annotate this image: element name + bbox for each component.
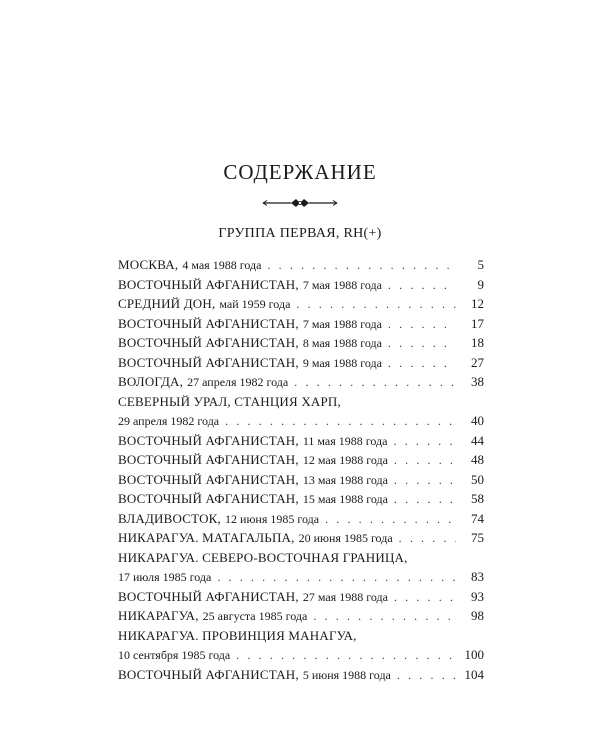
toc-entry[interactable] bbox=[118, 372, 484, 392]
toc-entry-line bbox=[118, 353, 484, 373]
toc-entry[interactable] bbox=[118, 548, 484, 587]
toc-entry-place: МОСКВА, bbox=[118, 257, 179, 272]
toc-entry-line bbox=[118, 489, 484, 509]
toc-entry-line bbox=[118, 470, 484, 490]
toc-entry[interactable] bbox=[118, 665, 484, 685]
toc-entry-date: 7 мая 1988 года bbox=[302, 277, 382, 292]
toc-entry-date: 20 июня 1985 года bbox=[298, 531, 393, 545]
dot-leader bbox=[296, 295, 456, 315]
toc-entry[interactable] bbox=[118, 509, 484, 529]
group-heading: ГРУППА ПЕРВАЯ, RH(+) bbox=[218, 226, 382, 241]
toc-entry-line bbox=[118, 255, 484, 275]
toc-entry-place: НИКАРАГУА, bbox=[118, 608, 199, 623]
toc-entry-date: 27 мая 1988 года bbox=[302, 589, 388, 604]
toc-entry-page-number: 100 bbox=[464, 647, 484, 662]
toc-entry-line bbox=[118, 411, 484, 431]
toc-entry-place: ВОСТОЧНЫЙ АФГАНИСТАН, bbox=[118, 588, 299, 604]
toc-entry-date: 11 мая 1988 года bbox=[302, 433, 388, 448]
toc-entry-line bbox=[118, 275, 484, 295]
toc-entry-place: НИКАРАГУА. ПРОВИНЦИЯ МАНАГУА, bbox=[118, 627, 357, 643]
toc-entry-page-number: 75 bbox=[471, 530, 484, 545]
dot-leader bbox=[236, 646, 456, 666]
dot-leader bbox=[294, 373, 456, 393]
dot-leader bbox=[397, 666, 456, 686]
toc-entry-place: ВОСТОЧНЫЙ АФГАНИСТАН, bbox=[118, 471, 299, 487]
dot-leader bbox=[267, 256, 456, 276]
dot-leader bbox=[394, 471, 456, 491]
toc-entry-line bbox=[118, 431, 484, 451]
dot-leader bbox=[325, 510, 456, 530]
toc-entry-line bbox=[118, 314, 484, 334]
toc-entry[interactable] bbox=[118, 294, 484, 314]
toc-entry-page-number: 17 bbox=[471, 315, 484, 331]
toc-entry-line bbox=[118, 509, 484, 529]
toc-entry-page-number: 9 bbox=[477, 276, 484, 292]
toc-entry[interactable] bbox=[118, 333, 484, 353]
toc-entry-line bbox=[118, 372, 484, 392]
toc-entry-page-number: 74 bbox=[471, 510, 484, 526]
toc-entry-line bbox=[118, 528, 484, 548]
dot-leader bbox=[394, 588, 456, 608]
toc-entry-line bbox=[118, 626, 484, 646]
toc-entry-line bbox=[118, 333, 484, 353]
toc-entry-page-number: 27 bbox=[471, 354, 484, 370]
toc-entry[interactable] bbox=[118, 606, 484, 626]
toc-entry-date: 15 мая 1988 года bbox=[302, 492, 388, 506]
toc-entry-date: 10 сентября 1985 года bbox=[118, 648, 231, 662]
toc-entry-line bbox=[118, 392, 484, 412]
toc-entry-line bbox=[118, 606, 484, 626]
toc-entry-page-number: 83 bbox=[471, 569, 484, 584]
toc-entry-date: 7 мая 1988 года bbox=[302, 316, 382, 331]
dot-leader bbox=[394, 451, 456, 471]
toc-entry-page-number: 5 bbox=[477, 257, 484, 272]
toc-entry-place: ВОСТОЧНЫЙ АФГАНИСТАН, bbox=[118, 666, 299, 682]
toc-entry-date: 25 августа 1985 года bbox=[202, 609, 308, 623]
dot-leader bbox=[225, 412, 456, 432]
toc-entry[interactable] bbox=[118, 470, 484, 490]
toc-entry-place: НИКАРАГУА. МАТАГАЛЬПА, bbox=[118, 530, 295, 545]
toc-entry-page-number: 12 bbox=[471, 296, 484, 311]
ornament-divider-icon bbox=[261, 196, 339, 210]
toc-entry-place: ВОСТОЧНЫЙ АФГАНИСТАН, bbox=[118, 491, 299, 506]
toc-entry[interactable] bbox=[118, 626, 484, 665]
toc-entry-date: 5 июня 1988 года bbox=[302, 667, 391, 682]
toc-entry-place: ВОСТОЧНЫЙ АФГАНИСТАН, bbox=[118, 432, 299, 448]
toc-entry-line bbox=[118, 587, 484, 607]
toc-entry-date: 29 апреля 1982 года bbox=[118, 414, 220, 428]
toc-entry[interactable] bbox=[118, 314, 484, 334]
toc-entry[interactable] bbox=[118, 489, 484, 509]
toc-entry-line bbox=[118, 665, 484, 685]
toc-entry[interactable] bbox=[118, 587, 484, 607]
toc-entry-date: май 1959 года bbox=[219, 297, 291, 311]
toc-entry-date: 12 июня 1985 года bbox=[225, 511, 320, 526]
toc-entry[interactable] bbox=[118, 353, 484, 373]
toc-entry-date: 9 мая 1988 года bbox=[302, 355, 382, 370]
toc-entry-place: ВОСТОЧНЫЙ АФГАНИСТАН, bbox=[118, 315, 299, 331]
toc-entry[interactable] bbox=[118, 255, 484, 275]
toc-entry-place: ВОСТОЧНЫЙ АФГАНИСТАН, bbox=[118, 452, 299, 467]
toc-entry-page-number: 104 bbox=[464, 666, 484, 682]
toc-entry[interactable] bbox=[118, 450, 484, 470]
toc-entry-place: ВОСТОЧНЫЙ АФГАНИСТАН, bbox=[118, 335, 299, 350]
toc-entry-place: СРЕДНИЙ ДОН, bbox=[118, 296, 216, 311]
toc-entry-place: ВОСТОЧНЫЙ АФГАНИСТАН, bbox=[118, 276, 299, 292]
toc-entry[interactable] bbox=[118, 392, 484, 431]
toc-entry-page-number: 50 bbox=[471, 471, 484, 487]
dot-leader bbox=[388, 315, 456, 335]
toc-entry-page-number: 40 bbox=[471, 413, 484, 428]
toc-entry-place: ВЛАДИВОСТОК, bbox=[118, 510, 222, 526]
page-title: СОДЕРЖАНИЕ bbox=[223, 160, 377, 184]
toc-entry-page-number: 38 bbox=[471, 374, 484, 389]
dot-leader bbox=[394, 490, 456, 510]
toc-entry-page-number: 48 bbox=[471, 452, 484, 467]
toc-entry-place: ВОЛОГДА, bbox=[118, 374, 184, 389]
toc-entry-line bbox=[118, 567, 484, 587]
dot-leader bbox=[217, 568, 456, 588]
dot-leader bbox=[388, 276, 456, 296]
toc-entry-place: ВОСТОЧНЫЙ АФГАНИСТАН, bbox=[118, 354, 299, 370]
toc-entry[interactable] bbox=[118, 431, 484, 451]
toc-entry-place: НИКАРАГУА. СЕВЕРО-ВОСТОЧНАЯ ГРАНИЦА, bbox=[118, 549, 408, 565]
toc-entry[interactable] bbox=[118, 528, 484, 548]
toc-entry-date: 8 мая 1988 года bbox=[302, 336, 382, 350]
toc-entry-line bbox=[118, 450, 484, 470]
toc-entry-page-number: 44 bbox=[471, 432, 484, 448]
dot-leader bbox=[388, 354, 456, 374]
toc-entry-date: 17 июля 1985 года bbox=[118, 570, 212, 584]
toc-entry-page-number: 93 bbox=[471, 588, 484, 604]
toc-entry-page-number: 18 bbox=[471, 335, 484, 350]
toc-entry-date: 27 апреля 1982 года bbox=[187, 375, 289, 389]
toc-entry-line bbox=[118, 645, 484, 665]
toc-entry-line bbox=[118, 294, 484, 314]
toc-entry-date: 13 мая 1988 года bbox=[302, 472, 388, 487]
toc-entry-page-number: 98 bbox=[471, 608, 484, 623]
toc-entry-page-number: 58 bbox=[471, 491, 484, 506]
toc-entry-place: СЕВЕРНЫЙ УРАЛ, СТАНЦИЯ ХАРП, bbox=[118, 393, 341, 409]
dot-leader bbox=[399, 529, 456, 549]
toc-entry-line bbox=[118, 548, 484, 568]
toc-entry-date: 4 мая 1988 года bbox=[182, 258, 262, 272]
dot-leader bbox=[388, 334, 456, 354]
table-of-contents bbox=[118, 255, 484, 684]
dot-leader bbox=[313, 607, 456, 627]
dot-leader bbox=[393, 432, 456, 452]
toc-entry-date: 12 мая 1988 года bbox=[302, 453, 388, 467]
toc-entry[interactable] bbox=[118, 275, 484, 295]
